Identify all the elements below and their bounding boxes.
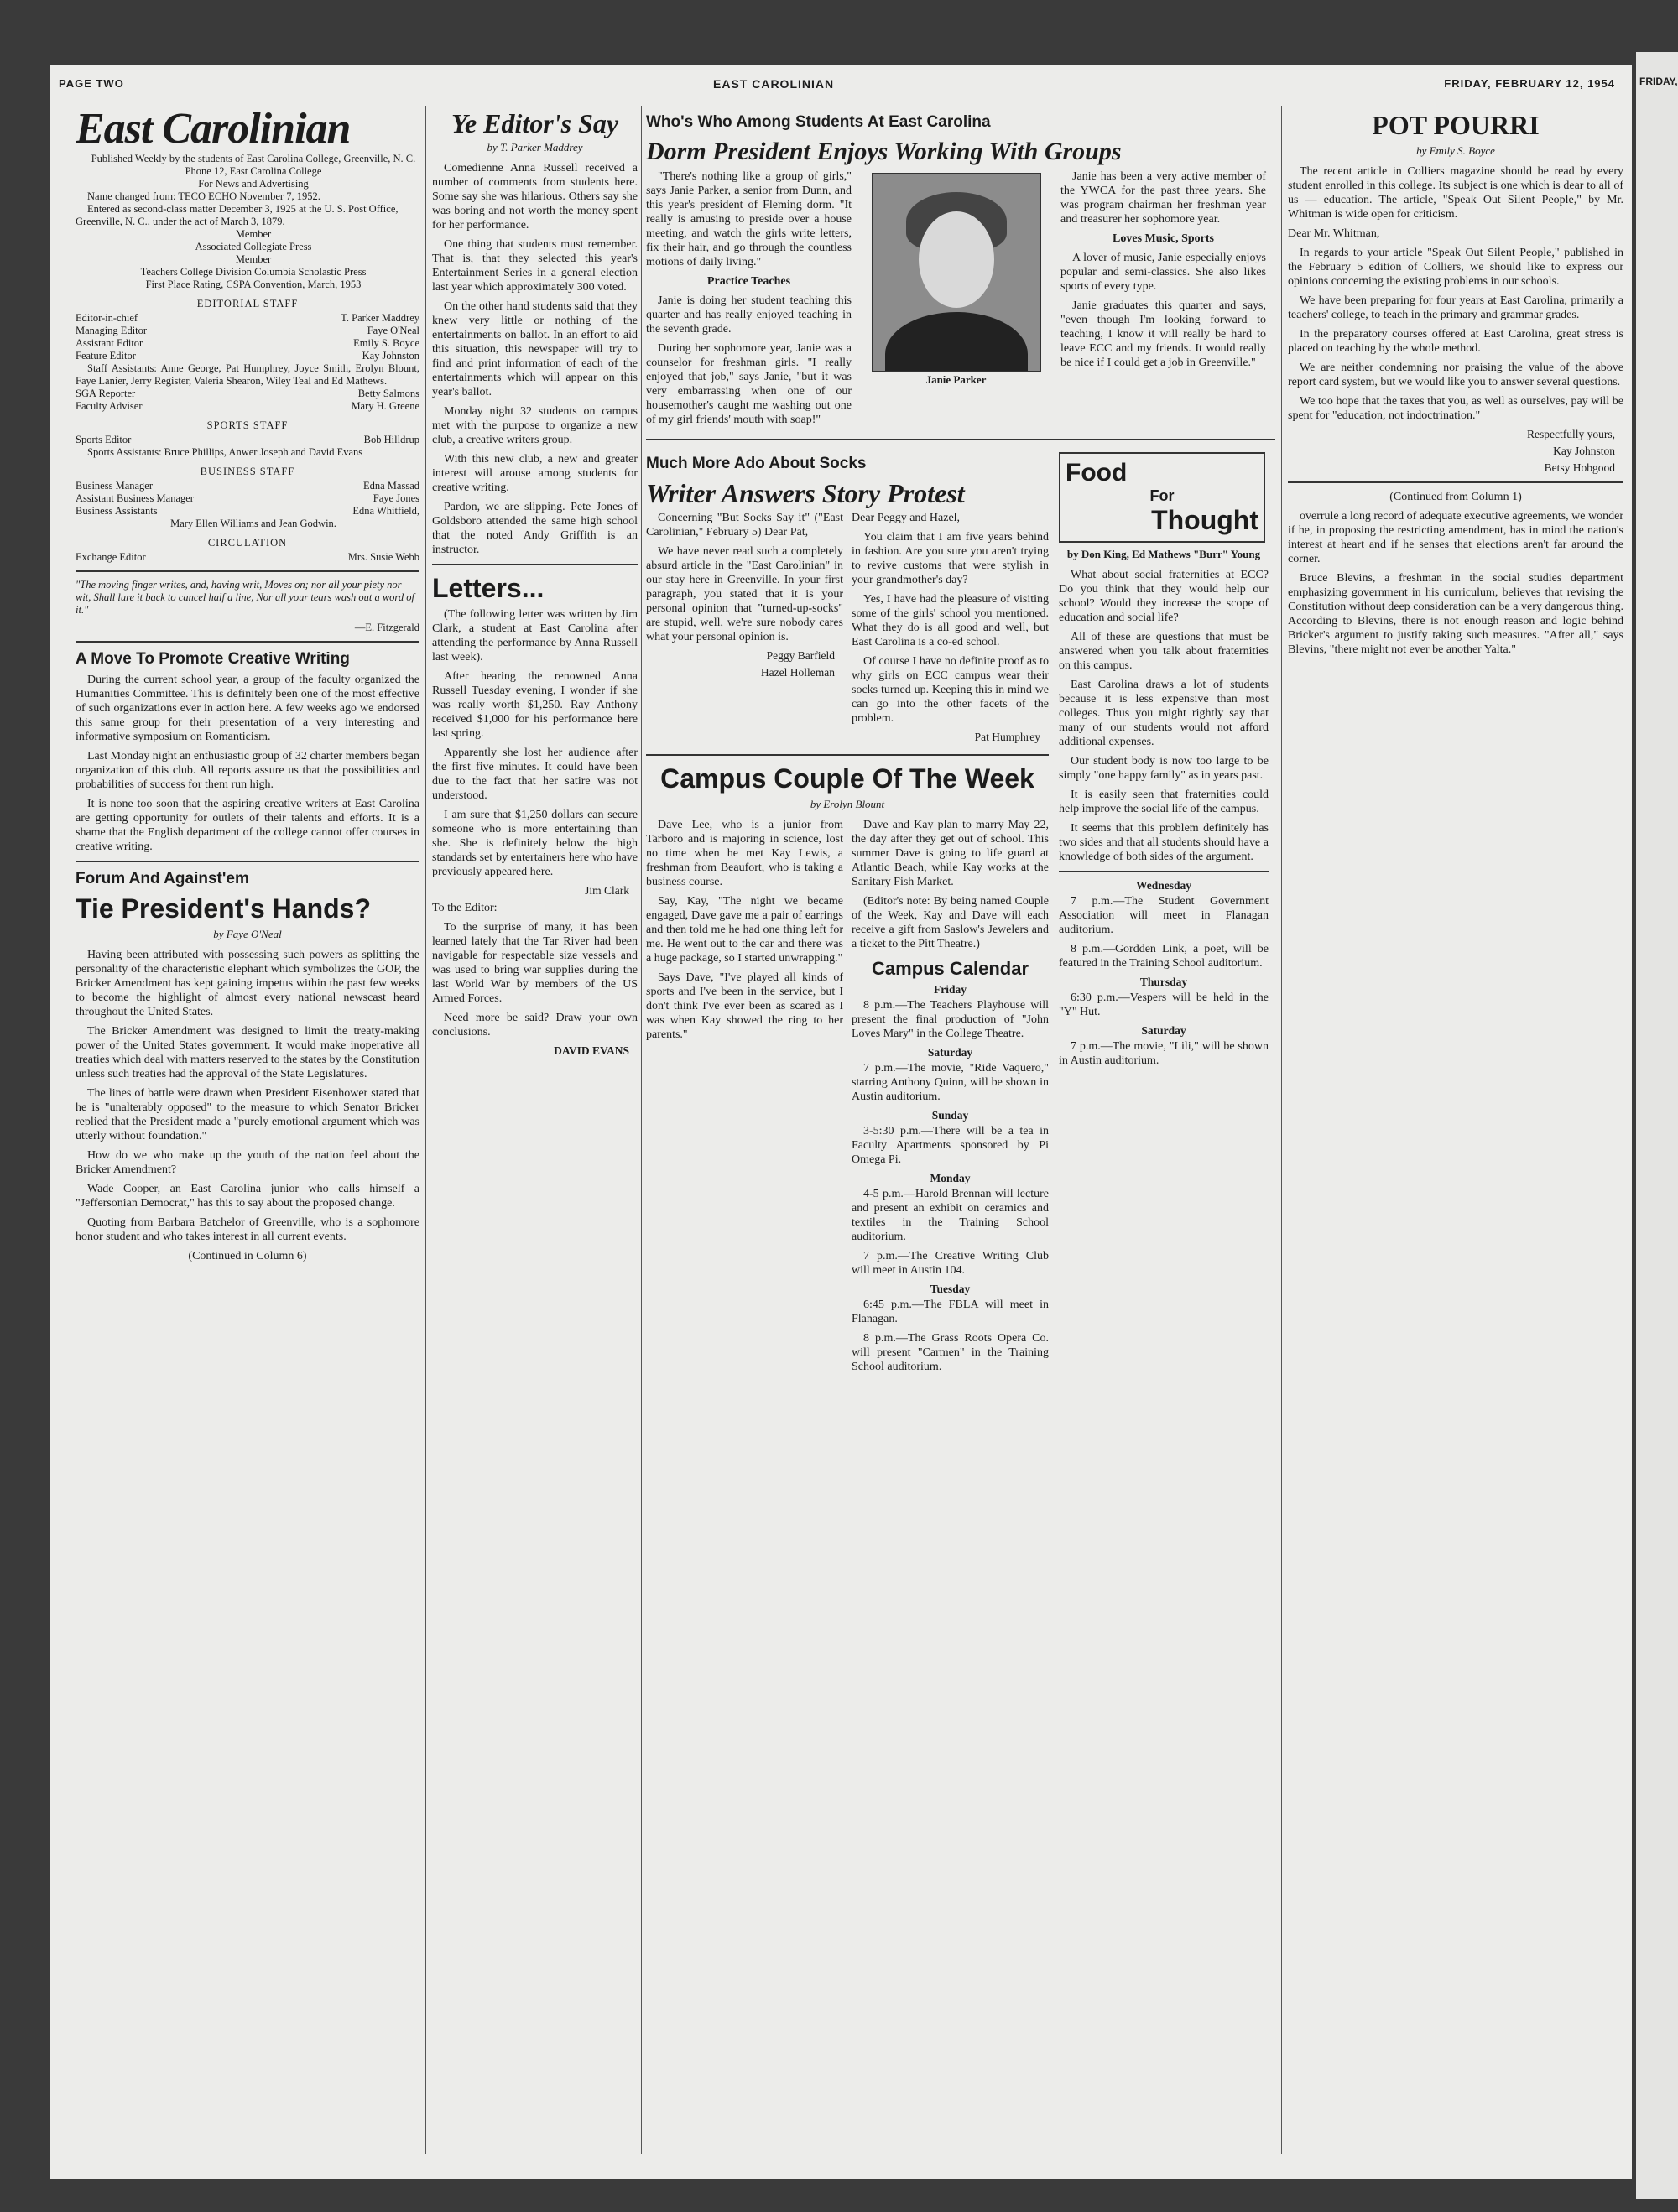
- letter-signature: Hazel Holleman: [760, 666, 835, 679]
- article-paragraph: How do we who make up the youth of the nation feel about the Bricker Amendment?: [76, 1149, 420, 1176]
- calendar-headline: Campus Calendar: [871, 958, 1029, 979]
- masthead-line: First Place Rating, CSPA Convention, March, 1953: [145, 278, 362, 290]
- page-number: PAGE TWO: [59, 77, 124, 90]
- article-paragraph: I am sure that $1,250 dollars can secure someone who is more entertaining than she. She is definitely below the high standards set by entertainers here who have previously appeared here.: [432, 809, 638, 878]
- staff-person: Edna Whitfield,: [352, 505, 420, 517]
- calendar-item: 7 p.m.—The Student Government Association will meet in Flanagan auditorium.: [1059, 895, 1269, 936]
- calendar-item: 8 p.m.—Gordden Link, a poet, will be featured in the Training School auditorium.: [1059, 943, 1269, 970]
- masthead-line: Name changed from: TECO ECHO November 7, 1952.: [87, 190, 320, 202]
- article-paragraph: Dave and Kay plan to marry May 22, the day after they get out of school. This summer Dave is going to life guard at Atlantic Beach, while Kay works at the Sanitary Fish Market.: [852, 819, 1049, 888]
- staff-heading: SPORTS STAFF: [206, 419, 289, 431]
- article-paragraph: Monday night 32 students on campus met with the purpose to organize a new club, a creative writers group.: [432, 405, 638, 446]
- article-paragraph: Janie graduates this quarter and says, "even though I'm looking forward to teaching, I know it will really be hard to leave ECC and my friends. It would really be nice if I could get a job in Greenville.": [1060, 299, 1266, 369]
- article-paragraph: Need more be said? Draw your own conclusions.: [432, 1012, 638, 1038]
- editor-headline: Ye Editor's Say: [451, 108, 619, 138]
- socks-label: Much More Ado About Socks: [646, 455, 867, 472]
- letter-signature: Betsy Hobgood: [1544, 461, 1615, 474]
- article-paragraph: Quoting from Barbara Batchelor of Greenville, who is a sophomore honor student and who takes interest in all current events.: [76, 1216, 420, 1243]
- staff-role: Faculty Adviser: [76, 400, 143, 412]
- column-1: [76, 106, 420, 2152]
- calendar-item: 7 p.m.—The movie, "Lili," will be shown in Austin auditorium.: [1059, 1040, 1269, 1067]
- masthead-line: Associated Collegiate Press: [195, 241, 312, 252]
- food-for-thought-box: [1059, 452, 1265, 543]
- article-paragraph: You claim that I am five years behind in fashion. Are you sure you aren't trying to revive customs that were stylish in your grandmother's day?: [852, 531, 1049, 586]
- food-title: Food: [1066, 459, 1128, 487]
- article-paragraph: (Editor's note: By being named Couple of the Week, Kay and Dave will each receive a gift from Saslow's Jewelers and a ticket to the Pitt Theatre.): [852, 895, 1049, 950]
- article-paragraph: We too hope that the taxes that you, as well as ourselves, pay will be spent for "education, not indoctrination.": [1288, 395, 1623, 422]
- article-paragraph: A lover of music, Janie especially enjoys popular and semi-classics. She also likes sports of every type.: [1060, 252, 1266, 293]
- masthead-title: East Carolinian: [76, 106, 351, 153]
- staff-row: [76, 434, 420, 446]
- staff-row: [76, 350, 420, 362]
- whos-who-label: Who's Who Among Students At East Carolina: [646, 113, 991, 131]
- calendar-day: Tuesday: [930, 1283, 971, 1295]
- staff-heading: BUSINESS STAFF: [200, 466, 295, 477]
- food-title: For: [1149, 487, 1175, 504]
- calendar-item: 8 p.m.—The Teachers Playhouse will present the final production of "John Loves Mary" in the College Theatre.: [852, 999, 1049, 1040]
- article-paragraph: We have been preparing for four years at East Carolina, primarily a teachers' college, to teach in the primary and grammar grades.: [1288, 294, 1623, 321]
- letter-signature: Jim Clark: [585, 884, 629, 897]
- quote-attribution: —E. Fitzgerald: [354, 622, 420, 633]
- article-paragraph: In the preparatory courses offered at East Carolina, great stress is placed on teaching by the whole method.: [1288, 328, 1623, 355]
- janie-parker-photo: [872, 173, 1041, 372]
- staff-role: Sports Editor: [76, 434, 132, 445]
- staff-row: [76, 388, 420, 400]
- article-paragraph: Says Dave, "I've played all kinds of sports and I've been in the service, but I don't think I've ever been as scared as I was when Kay showed the ring to her parents.": [646, 971, 843, 1041]
- calendar-item: 7 p.m.—The movie, "Ride Vaquero," starring Anthony Quinn, will be shown in Austin auditorium.: [852, 1062, 1049, 1103]
- creative-headline: A Move To Promote Creative Writing: [76, 650, 350, 668]
- staff-person: Betty Salmons: [357, 388, 420, 399]
- article-paragraph: One thing that students must remember. That is, that they selected this year's Entertainment Series in a general election last year which approximately 300 voted.: [432, 238, 638, 294]
- couple-headline: Campus Couple Of The Week: [660, 763, 1034, 794]
- staff-person: Kay Johnston: [362, 350, 420, 362]
- socks-headline: Writer Answers Story Protest: [646, 478, 965, 508]
- letter-signature: Kay Johnston: [1553, 445, 1615, 457]
- staff-row: [76, 312, 420, 325]
- food-byline: by Don King, Ed Mathews "Burr" Young: [1066, 548, 1261, 560]
- staff-heading: CIRCULATION: [207, 537, 288, 549]
- running-title: EAST CAROLINIAN: [713, 77, 835, 91]
- article-paragraph: To the surprise of many, it has been learned lately that the Tar River had been navigable for respectable size vessels and was used to bring war supplies during the last World War by members of the US Armed Forces.: [432, 921, 638, 1005]
- staff-row: [76, 400, 420, 413]
- letter-signature: Peggy Barfield: [766, 649, 835, 662]
- letter-signature: Respectfully yours,: [1527, 428, 1615, 440]
- staff-role: Editor-in-chief: [76, 312, 138, 324]
- calendar-item: 4-5 p.m.—Harold Brennan will lecture and present an exhibit on ceramics and textiles in the Training School auditorium.: [852, 1188, 1049, 1243]
- staff-person: Mrs. Susie Webb: [347, 551, 420, 563]
- article-paragraph: On the other hand students said that they knew very little or nothing of the entertainments on ballot. In an effort to aid this situation, this newspaper will try to find and print information of each of the entertainments which will appear on this year's ballot.: [432, 300, 638, 398]
- next-page-date: FRIDAY,: [1639, 75, 1678, 87]
- article-paragraph: (The following letter was written by Jim Clark, a student at East Carolina after attending the performance by Anna Russell last week).: [432, 608, 638, 664]
- article-paragraph: It is none too soon that the aspiring creative writers at East Carolina are getting opportunity for outlets of their talents and efforts. It is a shame that the English department of the college cannot offer courses in creative writing.: [76, 798, 420, 853]
- calendar-item: 3-5:30 p.m.—There will be a tea in Faculty Apartments sponsored by Pi Omega Pi.: [852, 1125, 1049, 1166]
- photo-caption: Janie Parker: [925, 373, 987, 386]
- calendar-item: 7 p.m.—The Creative Writing Club will meet in Austin 104.: [852, 1250, 1049, 1277]
- masthead-line: Member: [235, 253, 272, 265]
- article-paragraph: Concerning "But Socks Say it" ("East Carolinian," February 5) Dear Pat,: [646, 512, 843, 539]
- staff-role: Exchange Editor: [76, 551, 146, 563]
- potpourri-byline: by Emily S. Boyce: [1416, 144, 1495, 157]
- masthead-line: Entered as second-class matter December 3, 1925 at the U. S. Post Office, Greenville, N. C., under the act of March 3, 1879.: [76, 203, 399, 227]
- article-paragraph: Having been attributed with possessing such powers as splitting the personality of the characteristic elephant which symbolizes the GOP, the Bricker Amendment has kept gaining impetus within the past few weeks to become the highlight of almost every national newscast heard throughout the United States.: [76, 949, 420, 1018]
- article-paragraph: Last Monday night an enthusiastic group of 32 charter members began organization of this club. All reports assure us that the possibilities and probabilities of success for them run high.: [76, 750, 420, 791]
- forum-headline: Tie President's Hands?: [76, 893, 372, 924]
- article-paragraph: overrule a long record of adequate executive agreements, we wonder if he, in proposing the restricting amendment, has in mind the nation's interest at heart and if he senses that elections aren't far around the corner.: [1288, 510, 1623, 565]
- staff-row: [76, 480, 420, 492]
- subhead: Loves Music, Sports: [1113, 232, 1214, 245]
- editor-byline: by T. Parker Maddrey: [487, 141, 583, 154]
- staff-row: [76, 505, 420, 518]
- staff-role: Managing Editor: [76, 325, 148, 336]
- potpourri-headline: POT POURRI: [1372, 110, 1540, 140]
- calendar-item: 8 p.m.—The Grass Roots Opera Co. will present "Carmen" in the Training School auditorium.: [852, 1332, 1049, 1373]
- sports-assistants: Sports Assistants: Bruce Phillips, Anwer Joseph and David Evans: [87, 446, 363, 458]
- calendar-day: Saturday: [1141, 1024, 1186, 1037]
- article-paragraph: During the current school year, a group of the faculty organized the Humanities Committee. This is definitely been one of the most effective of such organizations ever in action here. A few weeks ago we endorsed this same group for their presentation of a very interesting and informative symposium on Romanticism.: [76, 674, 420, 743]
- next-page-edge: [1636, 52, 1678, 2199]
- article-paragraph: With this new club, a new and greater interest will arouse among students for creative writing.: [432, 453, 638, 494]
- letter-salutation: To the Editor:: [432, 902, 498, 914]
- article-paragraph: "There's nothing like a group of girls," says Janie Parker, a senior from Dunn, and this year's president of Fleming dorm. "It really is amusing to preside over a house meeting, and watch the girls write letters, fix their hair, and go through the countless motions of daily living.": [646, 170, 852, 268]
- article-paragraph: It is easily seen that fraternities could help improve the social life of the campus.: [1059, 789, 1269, 815]
- calendar-day: Friday: [934, 983, 967, 996]
- article-paragraph: The Bricker Amendment was designed to limit the treaty-making power of the United States government. It would make inoperative all treaties which deal with matters reserved to the states by the Constitution unless such treaties had the approval of the State Legislatures.: [76, 1025, 420, 1080]
- letter-signature: Pat Humphrey: [974, 731, 1040, 743]
- calendar-item: 6:45 p.m.—The FBLA will meet in Flanagan.: [852, 1299, 1049, 1325]
- staff-person: T. Parker Maddrey: [341, 312, 420, 324]
- forum-continued: (Continued in Column 6): [188, 1250, 307, 1262]
- running-date: FRIDAY, FEBRUARY 12, 1954: [1444, 77, 1615, 90]
- column-2: [432, 106, 638, 2152]
- article-paragraph: Bruce Blevins, a freshman in the social studies department emphasizing government in his curriculum, believes that revising the Constitution without deep consideration can be a very dangerous thing. According to Blevins, there is not enough reason and logic behind Bricker's argument to justify taking such measures. "After all," says Blevins, "there might not ever be another Yalta.": [1288, 572, 1623, 656]
- article-paragraph: Comedienne Anna Russell received a number of comments from students here. Some say she was hilarious. Others say she was boring and not worth the money spent for her performance.: [432, 162, 638, 232]
- article-paragraph: Wade Cooper, an East Carolina junior who calls himself a "Jeffersonian Democrat," has this to say about the proposed change.: [76, 1183, 420, 1210]
- masthead-line: Phone 12, East Carolina College: [185, 165, 322, 177]
- article-paragraph: Our student body is now too large to be simply "one happy family" as in years past.: [1059, 755, 1269, 782]
- article-paragraph: East Carolina draws a lot of students because it is less expensive than most colleges. Thus you might rightly say that many of our students would not afford additional expenses.: [1059, 679, 1269, 748]
- masthead-quote: "The moving finger writes, and, having writ, Moves on; nor all your piety nor wit, Shall lure it back to cancel half a line, Nor all your tears wash out a word of it.": [76, 579, 414, 616]
- food-title: Thought: [1151, 505, 1258, 535]
- forum-byline: by Faye O'Neal: [213, 928, 282, 940]
- article-paragraph: Apparently she lost her audience after the first five minutes. It could have been due to the fact that her satire was not understood.: [432, 747, 638, 802]
- article-paragraph: What about social fraternities at ECC? Do you think that they would help our school? Would they increase the scope of education and social life?: [1059, 569, 1269, 624]
- article-paragraph: Janie is doing her student teaching this quarter and has really enjoyed teaching in the seventh grade.: [646, 294, 852, 336]
- article-paragraph: During her sophomore year, Janie was a counselor for freshman girls. "I really enjoyed that job," says Janie, "but it was very embarrassing when one of our housemother's caught me washing out one of my girl friends' mouth with soap!": [646, 342, 852, 426]
- staff-person: Bob Hilldrup: [363, 434, 420, 445]
- potpourri-continued: (Continued from Column 1): [1389, 491, 1522, 503]
- staff-heading: EDITORIAL STAFF: [196, 298, 299, 310]
- staff-person: Faye Jones: [373, 492, 420, 504]
- article-paragraph: Yes, I have had the pleasure of visiting some of the girls' school you mentioned. What they do is all good and well, but East Carolina is a co-ed school.: [852, 593, 1049, 648]
- business-more: Mary Ellen Williams and Jean Godwin.: [170, 518, 336, 529]
- staff-row: [76, 551, 420, 564]
- masthead-line: Published Weekly by the students of East Carolina College, Greenville, N. C.: [91, 153, 416, 164]
- calendar-day: Sunday: [931, 1109, 969, 1122]
- calendar-day: Wednesday: [1135, 879, 1192, 892]
- staff-assistants: Staff Assistants: Anne George, Pat Humphrey, Joyce Smith, Erolyn Blount, Faye Lanier, Jerry Register, Valeria Shearon, Wiley Teal and Ed Mathews.: [76, 362, 420, 387]
- article-paragraph: We are neither condemning nor praising the value of the above report card system, but we would like you to answer several questions.: [1288, 362, 1623, 388]
- forum-label: Forum And Against'em: [76, 870, 249, 887]
- article-paragraph: It seems that this problem definitely has two sides and that all students should have a knowledge of both sides of the argument.: [1059, 822, 1269, 863]
- staff-role: Assistant Editor: [76, 337, 143, 349]
- couple-byline: by Erolyn Blount: [810, 798, 885, 810]
- staff-role: Business Manager: [76, 480, 153, 492]
- article-paragraph: Pardon, we are slipping. Pete Jones of Goldsboro attended the same high school that the noted Andy Griffith is an instructor.: [432, 501, 638, 556]
- masthead-line: Teachers College Division Columbia Scholastic Press: [140, 266, 367, 278]
- article-paragraph: Janie has been a very active member of the YWCA for the past three years. She was program chairman her freshman year and treasurer her sophomore year.: [1060, 170, 1266, 226]
- staff-person: Mary H. Greene: [351, 400, 420, 412]
- letter-salutation: Dear Peggy and Hazel,: [852, 512, 961, 524]
- staff-person: Emily S. Boyce: [353, 337, 420, 349]
- article-paragraph: In regards to your article "Speak Out Silent People," published in the February 5 edition of Colliers, we should like to express our opinions concerning the existing problems in our schools.: [1288, 247, 1623, 288]
- letter-salutation: Dear Mr. Whitman,: [1288, 227, 1380, 240]
- staff-row: [76, 492, 420, 505]
- article-paragraph: The lines of battle were drawn when President Eisenhower stated that he is "unalterably opposed" to the measure to which Senator Bricker replied that the President made a "purely emotional argument which was utterly without foundation.": [76, 1087, 420, 1142]
- column-5: [1288, 106, 1623, 2152]
- article-paragraph: After hearing the renowned Anna Russell Tuesday evening, I wonder if she was really worth $1,250. Ray Anthony received $1,000 for his performance here last spring.: [432, 670, 638, 740]
- staff-role: Business Assistants: [76, 505, 158, 517]
- calendar-day: Monday: [930, 1172, 971, 1184]
- article-paragraph: All of these are questions that must be answered when you talk about fraternities on this campus.: [1059, 631, 1269, 672]
- masthead-line: For News and Advertising: [198, 178, 309, 190]
- article-paragraph: We have never read such a completely absurd article in the "East Carolinian" in our stay here in Greenville. In your first paragraph, you stated that it is your personal opinion that "turned-up-socks" are stupid, well, we're sure nobody cares what your personal opinion is.: [646, 545, 843, 643]
- calendar-day: Saturday: [927, 1046, 973, 1059]
- columns-3-4: [646, 106, 1275, 2152]
- staff-role: Feature Editor: [76, 350, 136, 362]
- calendar-item: 6:30 p.m.—Vespers will be held in the "Y" Hut.: [1059, 991, 1269, 1018]
- calendar-day: Thursday: [1139, 976, 1188, 988]
- article-paragraph: Dave Lee, who is a junior from Tarboro and is majoring in science, lost no time when he met Kay Lewis, a freshman from Beaufort, who is taking a business course.: [646, 819, 843, 888]
- letter-signature: DAVID EVANS: [554, 1044, 629, 1057]
- whos-who-headline: Dorm President Enjoys Working With Groups: [646, 138, 1122, 165]
- masthead-line: Member: [235, 228, 272, 240]
- staff-person: Edna Massad: [363, 480, 420, 492]
- staff-row: [76, 325, 420, 337]
- letters-headline: Letters...: [432, 573, 545, 603]
- article-paragraph: Say, Kay, "The night we became engaged, Dave gave me a pair of earrings and then told me he had one thing left for me. He went out to the car and there was a huge package, so I started unwrapping.": [646, 895, 843, 965]
- staff-row: [76, 337, 420, 350]
- staff-role: Assistant Business Manager: [76, 492, 194, 504]
- staff-person: Faye O'Neal: [367, 325, 420, 336]
- article-paragraph: Of course I have no definite proof as to why girls on ECC campus wear their socks turned up. Keeping this in mind we can go into the other facets of the problem.: [852, 655, 1049, 725]
- subhead: Practice Teaches: [706, 275, 791, 288]
- newspaper-page: [50, 65, 1632, 2179]
- staff-role: SGA Reporter: [76, 388, 136, 399]
- article-paragraph: The recent article in Colliers magazine should be read by every student enrolled in this college. Its subject is one which is dear to all of us — education. The article, "Speak Out Silent People," by Mr. Whitman is wide open for criticism.: [1288, 165, 1623, 221]
